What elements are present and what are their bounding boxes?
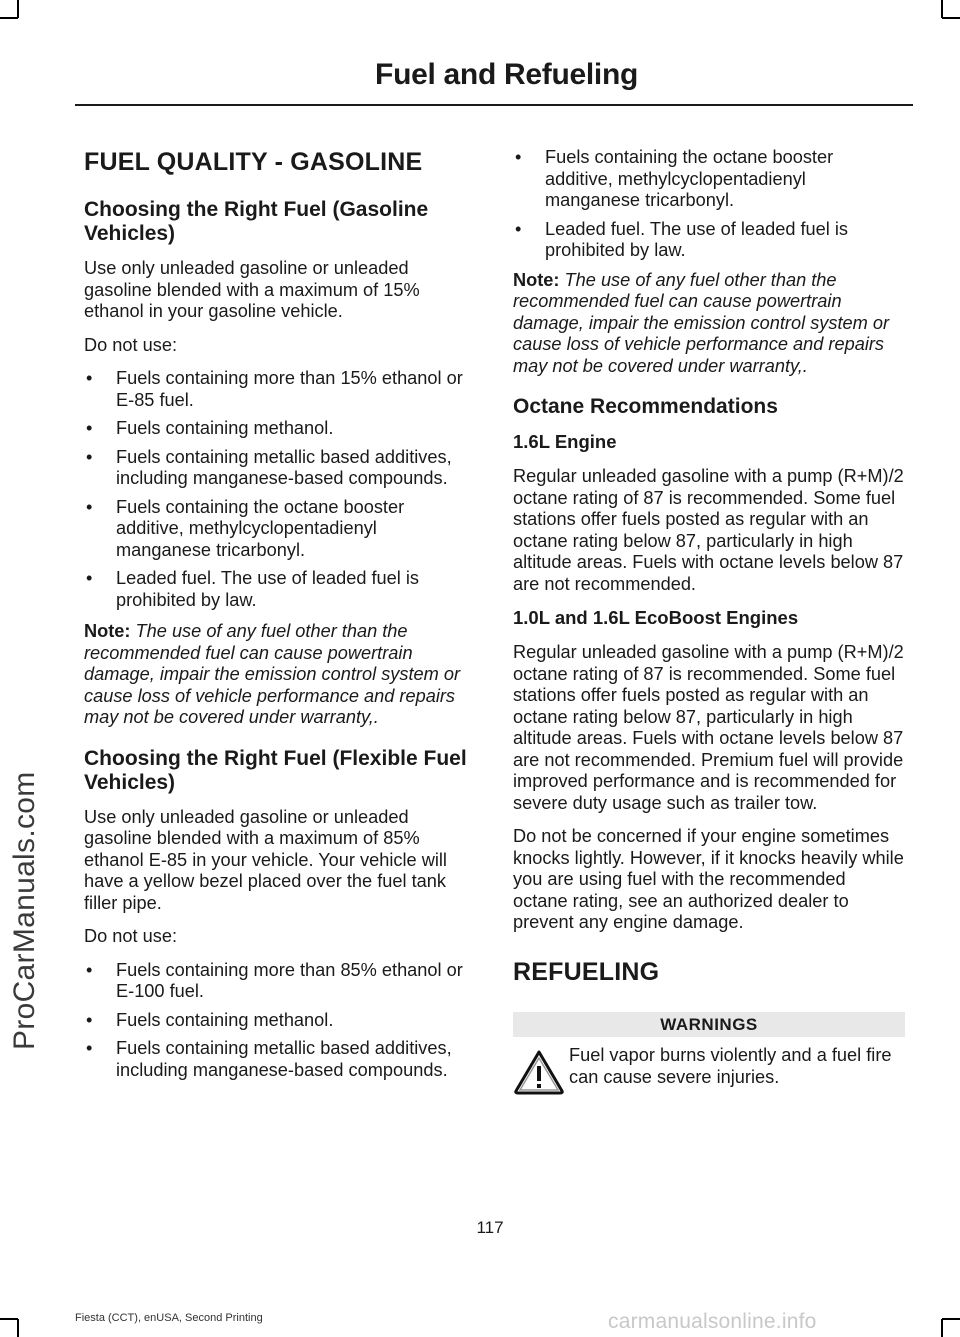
subheading-gasoline-vehicles: Choosing the Right Fuel (Gasoline Vehicles) [84,198,429,245]
bullet-list [84,368,476,611]
list-item: • Fuels containing metallic based additives, including manganese-based compounds. [86,1038,452,1080]
note-text: The use of any fuel other than the recommended fuel can cause powertrain damage, impair the emission control system or cause loss of vehicle performance and repairs may not be covered under warranty,. [84,621,461,727]
paragraph: Regular unleaded gasoline with a pump (R+M)/2 octane rating of 87 is recommended. Some fuel stations offer fuels posted as regular with an octane rating below 87, particularly in high altitude areas. Fuels with octane levels below 87 are not recommended. Premium fuel will provide improved performance and is recommended for severe duty usage such as trailer tow. [513,642,904,813]
warning-text: Fuel vapor burns violently and a fuel fire can cause severe injuries. [569,1045,892,1087]
note-label: Note: [513,269,560,290]
bullet-icon: • [86,568,93,588]
warning-box [513,1012,905,1096]
section-heading-fuel-quality: FUEL QUALITY - GASOLINE [84,148,423,176]
list-item: • Leaded fuel. The use of leaded fuel is prohibited by law. [515,218,849,260]
subheading-flexible-fuel: Choosing the Right Fuel (Flexible Fuel Vehicles) [84,746,467,794]
list-item: • Fuels containing more than 15% ethanol or E-85 fuel. [86,368,463,410]
crop-mark [941,1319,943,1337]
do-not-use-label: Do not use: [84,926,178,946]
warnings-header: WARNINGS [513,1012,905,1038]
header-rule [75,104,913,106]
bullet-icon: • [515,218,522,239]
warning-body [513,1045,905,1095]
list-item: • Fuels containing metallic based additives, including manganese-based compounds. [86,446,452,488]
crop-mark [942,17,960,19]
warning-triangle-icon [513,1049,565,1095]
side-watermark: ProCarManuals.com [8,771,41,1050]
bullet-list [513,147,905,262]
list-item: • Fuels containing methanol. [86,418,334,438]
do-not-use-label: Do not use: [84,334,178,355]
bullet-icon: • [515,147,522,167]
note-label: Note: [84,621,131,641]
list-item: • Fuels containing more than 85% ethanol or E-100 fuel. [86,959,463,1001]
list-item: • Leaded fuel. The use of leaded fuel is prohibited by law. [86,568,420,610]
bullet-icon: • [86,1038,93,1058]
bullet-icon: • [86,1009,93,1030]
bullet-icon: • [86,959,93,980]
footer-edition: Fiesta (CCT), enUSA, Second Printing [75,1312,263,1324]
section-heading-refueling: REFUELING [513,957,660,986]
paragraph: Regular unleaded gasoline with a pump (R+M)/2 octane rating of 87 is recommended. Some fuel stations offer fuels posted as regular with an octane rating below 87, particularly in high altitude areas. Fuels with octane levels below 87 are not recommended. [513,466,904,594]
crop-mark [0,1318,18,1320]
subheading-octane: Octane Recommendations [513,395,778,418]
crop-mark [941,0,943,18]
page-number: 117 [476,1218,504,1237]
note [84,621,476,729]
bullet-icon: • [86,368,93,388]
bottom-watermark: carmanualsonline.info [608,1310,817,1333]
bullet-icon: • [86,418,93,438]
engine-heading-ecoboost: 1.0L and 1.6L EcoBoost Engines [513,607,799,628]
page-header-title: Fuel and Refueling [375,58,638,91]
list-item: • Fuels containing the octane booster additive, methylcyclopentadienyl manganese tricarbonyl. [515,147,834,210]
paragraph: Use only unleaded gasoline or unleaded gasoline blended with a maximum of 15% ethanol in your gasoline vehicle. [84,258,420,321]
paragraph: Use only unleaded gasoline or unleaded gasoline blended with a maximum of 85% ethanol E-85 in your vehicle. Your vehicle will have a yellow bezel placed over the fuel tank filler pipe. [84,806,447,913]
engine-heading-1-6l: 1.6L Engine [513,431,617,452]
left-column [84,140,476,1088]
list-item: • Fuels containing the octane booster additive, methylcyclopentadienyl manganese tricarbonyl. [86,496,405,560]
crop-mark [942,1318,960,1320]
bullet-icon: • [86,496,93,517]
right-column [513,147,905,1095]
crop-mark [17,0,19,18]
note-text: The use of any fuel other than the recommended fuel can cause powertrain damage, impair the emission control system or cause loss of vehicle performance and repairs may not be covered under warranty,. [513,269,890,376]
bullet-list [84,960,476,1082]
bullet-icon: • [86,446,93,467]
list-item: • Fuels containing methanol. [86,1009,334,1030]
note [513,270,905,378]
paragraph: Do not be concerned if your engine sometimes knocks lightly. However, if it knocks heavily while you are using fuel with the recommended octane rating, see an authorized dealer to prevent any engine damage. [513,826,904,932]
crop-mark [0,17,18,19]
crop-mark [17,1319,19,1337]
